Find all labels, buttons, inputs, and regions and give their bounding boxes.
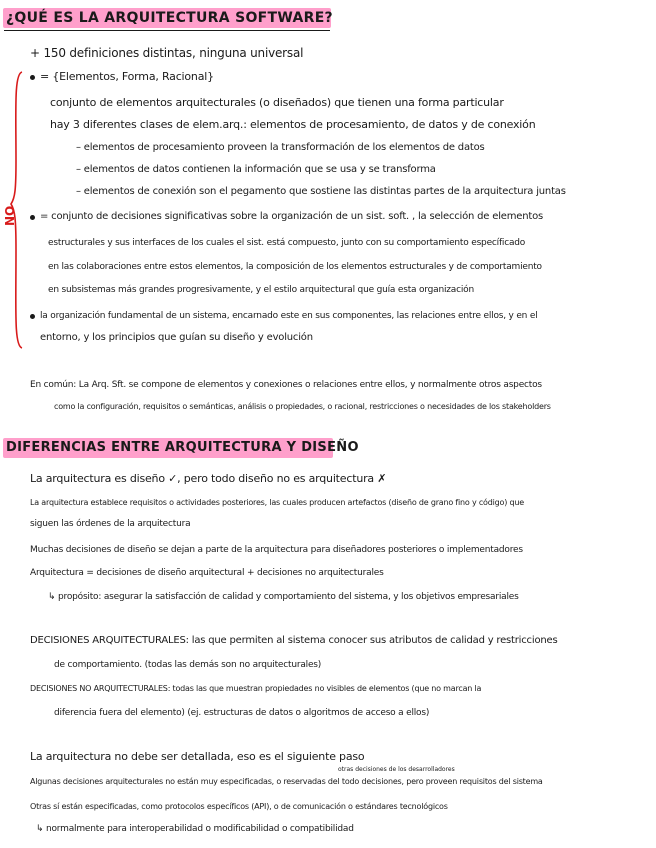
b1-line-2: hay 3 diferentes clases de elem.arq.: elementos de procesamiento, de datos y de conexión — [50, 118, 536, 131]
decisions-nonarch-line-1: DECISIONES NO ARQUITECTURALES: todas las que muestran propiedades no visibles de elementos (que no marcan la — [30, 684, 482, 693]
final-line-3: Otras sí están especificadas, como protocolos específicos (API), o de comunicación o estándares tecnológicos — [30, 802, 448, 811]
s2-line-5: Arquitectura = decisiones de diseño arquitectural + decisiones no arquitecturales — [30, 568, 384, 578]
b1-title: = {Elementos, Forma, Racional} — [40, 70, 214, 83]
bullet-1 — [30, 75, 35, 80]
b2-line-4: en subsistemas más grandes progresivamente, y el estilo arquitectural que guía esta organización — [48, 285, 474, 295]
common-line-1: En común: La Arq. Sft. se compone de elementos y conexiones o relaciones entre ellos, y normalmente otros aspectos — [30, 380, 542, 390]
b2-line-2: estructurales y sus interfaces de los cuales el sist. está compuesto, junto con su comportamiento específicado — [48, 238, 526, 248]
bullet-2 — [30, 215, 35, 220]
heading-underline-1 — [4, 30, 330, 31]
b2-line-1: = conjunto de decisiones significativas sobre la organización de un sist. soft. , la selección de elementos — [40, 211, 543, 222]
b1-line-1: conjunto de elementos arquitecturales (o diseñados) que tienen una forma particular — [50, 96, 504, 109]
final-line-4: ↳ normalmente para interoperabilidad o modificabilidad o compatibilidad — [36, 824, 354, 834]
section2-title: DIFERENCIAS ENTRE ARQUITECTURA Y DISEÑO — [6, 440, 359, 455]
s2-line-2: La arquitectura establece requisitos o actividades posteriores, las cuales producen artefactos (diseño de grano fino y código) que — [30, 498, 524, 507]
final-line-1: La arquitectura no debe ser detallada, eso es el siguiente paso — [30, 750, 365, 763]
b1-line-4: – elementos de datos contienen la información que se usa y se transforma — [76, 164, 436, 175]
decisions-nonarch-line-2: diferencia fuera del elemento) (ej. estructuras de datos o algoritmos de acceso a ellos) — [54, 708, 430, 718]
s2-line-4: Muchas decisiones de diseño se dejan a parte de la arquitectura para diseñadores posteriores o implementadores — [30, 545, 523, 555]
s2-line-6: ↳ propósito: asegurar la satisfacción de calidad y comportamiento del sistema, y los objetivos empresariales — [48, 592, 519, 602]
b3-line-2: entorno, y los principios que guían su diseño y evolución — [40, 332, 313, 343]
b1-line-3: – elementos de procesamiento proveen la transformación de los elementos de datos — [76, 142, 485, 153]
margin-note-no: NO — [3, 205, 17, 226]
b1-line-5: – elementos de conexión son el pegamento que sostiene las distintas partes de la arquitectura juntas — [76, 186, 566, 197]
common-line-2: como la configuración, requisitos o semánticas, análisis o propiedades, o racional, restricciones o necesidades de los stakeholders — [54, 402, 551, 411]
s2-line-1: La arquitectura es diseño ✓, pero todo diseño no es arquitectura ✗ — [30, 472, 387, 485]
final-note-above: otras decisiones de los desarrolladores — [338, 766, 455, 773]
s2-line-3: siguen las órdenes de la arquitectura — [30, 519, 191, 529]
decisions-arch-line-1: DECISIONES ARQUITECTURALES: las que permiten al sistema conocer sus atributos de calidad y restricciones — [30, 635, 558, 646]
final-line-2: Algunas decisiones arquitecturales no están muy especificadas, o reservadas del todo decisiones, pero proveen requisitos del sistema — [30, 777, 543, 786]
decisions-arch-line-2: de comportamiento. (todas las demás son no arquitecturales) — [54, 660, 322, 670]
b3-line-1: la organización fundamental de un sistema, encarnado este en sus componentes, las relaciones entre ellos, y en el — [40, 311, 538, 321]
bullet-3 — [30, 314, 35, 319]
b2-line-3: en las colaboraciones entre estos elementos, la composición de los elementos estructurales y de comportamiento — [48, 262, 542, 272]
section1-title: ¿QUÉ ES LA ARQUITECTURA SOFTWARE? — [6, 10, 333, 26]
section1-intro: + 150 definiciones distintas, ninguna universal — [30, 46, 304, 60]
